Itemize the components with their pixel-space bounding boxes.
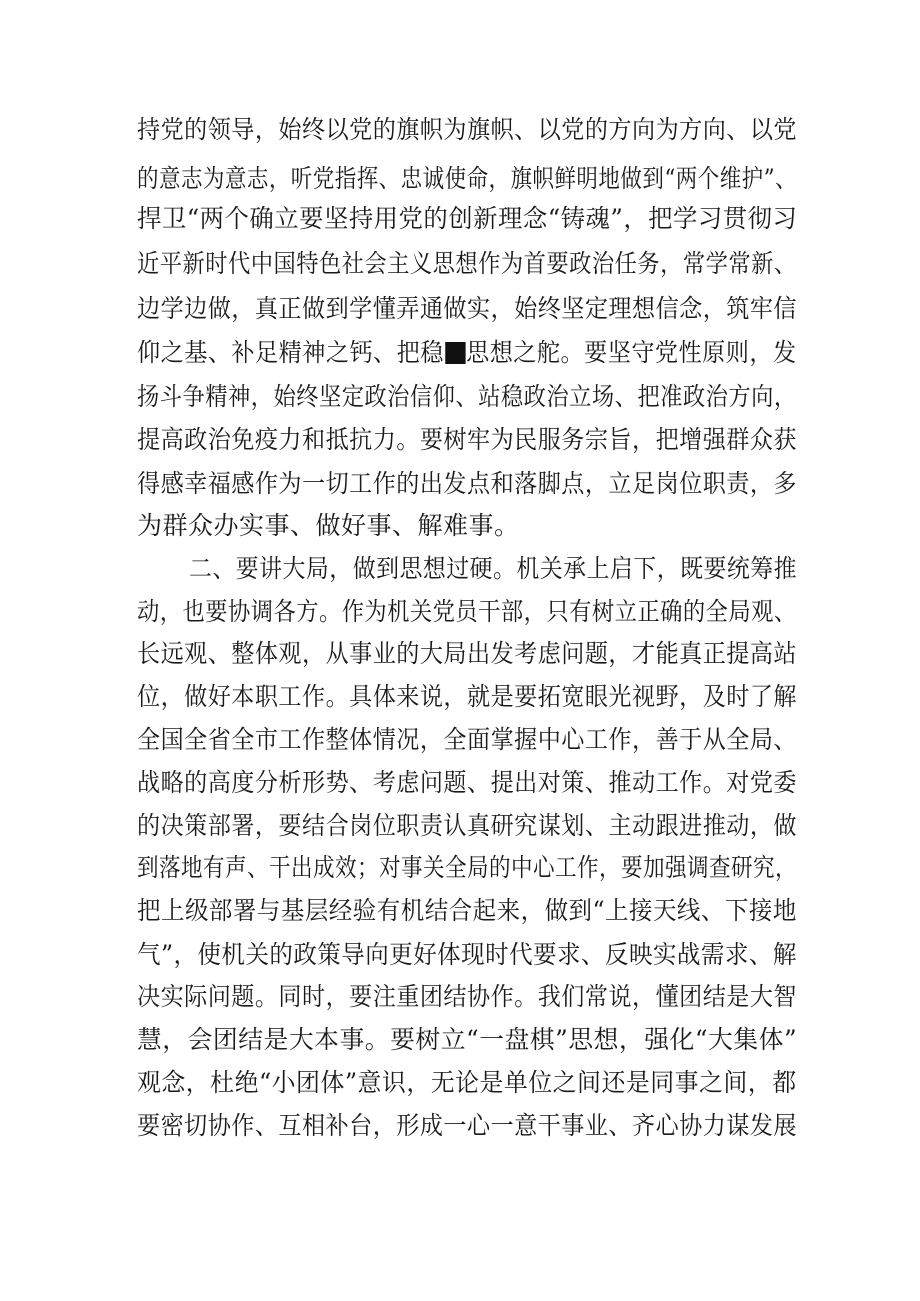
text-line: 慧，会团结是大本事。要树立“一盘棋”思想，强化“大集体” bbox=[137, 1025, 798, 1054]
text-line: 长远观、整体观，从事业的大局出发考虑问题，才能真正提高站 bbox=[137, 639, 798, 668]
text-line: 得感幸福感作为一切工作的出发点和落脚点，立足岗位职责，多 bbox=[137, 469, 798, 498]
text-line: 提高政治免疫力和抵抗力。要树牢为民服务宗旨，把增强群众获 bbox=[137, 425, 798, 454]
text-line: 位，做好本职工作。具体来说，就是要拓宽眼光视野，及时了解 bbox=[137, 682, 798, 711]
text-line: 的意志为意志，听党指挥、忠诚使命，旗帜鲜明地做到“两个维护”、 bbox=[137, 164, 798, 193]
text-line: 气”，使机关的政策导向更好体现时代要求、反映实战需求、解 bbox=[137, 940, 797, 969]
text-line: 为群众办实事、做好事、解难事。 bbox=[137, 511, 520, 540]
text-line: 边学边做，真正做到学懂弄通做实，始终坚定理想信念，筑牢信 bbox=[137, 294, 798, 323]
text-line: 决实际问题。同时，要注重团结协作。我们常说，懂团结是大智 bbox=[137, 982, 798, 1011]
text-line: 近平新时代中国特色社会主义思想作为首要政治任务，常学常新、 bbox=[137, 249, 797, 278]
paragraph-heading: 二、要讲大局，做到思想过硬。机关承上启下，既要统筹推 bbox=[189, 554, 798, 583]
text-line: 要密切协作、互相补台，形成一心一意干事业、齐心协力谋发展 bbox=[137, 1111, 798, 1140]
text-line-with-redaction bbox=[137, 333, 797, 373]
text-segment: 思想之舵。要坚守党性原则，发 bbox=[466, 338, 797, 367]
text-line: 持党的领导，始终以党的旗帜为旗帜、以党的方向为方向、以党 bbox=[137, 115, 798, 144]
text-line: 的决策部署，要结合岗位职责认真研究谋划、主动跟进推动，做 bbox=[137, 811, 798, 840]
text-line: 捍卫“两个确立要坚持用党的创新理念“铸魂”，把学习贯彻习 bbox=[137, 204, 798, 233]
text-segment: 仰之基、补足精神之钙、把稳 bbox=[137, 338, 444, 367]
text-line: 观念，杜绝“小团体”意识，无论是单位之间还是同事之间，都 bbox=[137, 1068, 797, 1097]
redaction-block bbox=[445, 342, 465, 364]
text-line: 把上级部署与基层经验有机结合起来，做到“上接天线、下接地 bbox=[137, 896, 797, 925]
text-line: 动，也要协调各方。作为机关党员干部，只有树立正确的全局观、 bbox=[137, 597, 797, 626]
text-line: 战略的高度分析形势、考虑问题、提出对策、推动工作。对党委 bbox=[137, 768, 798, 797]
text-line: 全国全省全市工作整体情况，全面掌握中心工作，善于从全局、 bbox=[137, 725, 798, 754]
text-line: 到落地有声、干出成效；对事关全局的中心工作，要加强调查研究， bbox=[137, 853, 798, 882]
text-line: 扬斗争精神，始终坚定政治信仰、站稳政治立场、把准政治方向， bbox=[137, 382, 797, 411]
